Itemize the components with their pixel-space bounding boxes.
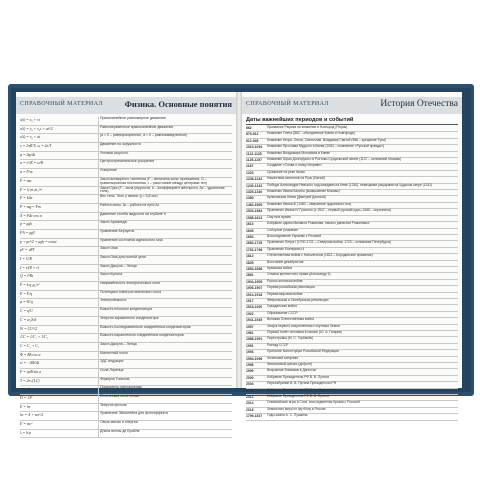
formula-text: Φ = BS·cos α — [20, 352, 41, 357]
column-divider — [98, 308, 99, 316]
event-date: 1922 — [246, 311, 254, 316]
event-date: 1957 — [246, 324, 254, 329]
column-divider — [98, 369, 99, 377]
column-divider — [98, 360, 99, 368]
column-divider — [98, 126, 99, 134]
event-text: Княжение Ивана III (1480 – свержение ордынского ига) — [267, 201, 352, 206]
event-date: 862 — [246, 126, 252, 130]
formula-text: λ = h/p — [20, 430, 31, 435]
column-divider — [98, 299, 99, 307]
event-date: 2004 — [246, 382, 254, 387]
event-date: 2008 — [246, 388, 254, 393]
event-date: 1649 — [246, 228, 254, 233]
term-text: Ускорение — [100, 168, 117, 173]
right-section-label: СПРАВОЧНЫЙ МАТЕРИАЛ — [246, 101, 329, 107]
event-text: Княжение Ярослава Мудрого в Киеве (1054 – появление «Русской правды») — [267, 144, 385, 149]
event-date: 1991 — [246, 343, 254, 348]
term-text: Равнопеременное прямолинейное движение — [100, 124, 174, 129]
event-date: 1187 — [246, 164, 254, 169]
term-text: Уравнение Бернулли — [100, 228, 135, 233]
event-text: Княжение Игоря. Ольга, Святослав, Владимир Святой (988 – крещение Руси) — [267, 137, 387, 142]
formula-text: E = mc² — [20, 422, 33, 427]
event-date: 2018 — [246, 407, 254, 412]
formula-text: p + ρv²/2 + ρgh = const — [20, 239, 57, 244]
event-date: 1125-1157 — [246, 158, 262, 163]
event-date: 1986-1991 — [246, 337, 263, 342]
event-text: Княжение Владимира Мономаха в Киеве — [267, 150, 330, 155]
event-text: Правление Екатерины II — [267, 246, 305, 251]
term-text: Потенциал электростатического поля — [100, 289, 162, 294]
left-page-title: Физика. Основные понятия — [124, 99, 232, 109]
term-text: Магнитный поток — [100, 350, 128, 355]
event-date: 1861 — [246, 273, 254, 278]
event-text: Великая Отечественная война — [267, 317, 314, 322]
event-date: 879-912 — [246, 132, 259, 137]
event-date: 1812 — [246, 254, 254, 259]
term-text: Закон Архимеда — [100, 220, 127, 225]
event-text: Отечественная война с Наполеоном (1812 – Бородинское сражение) — [267, 253, 373, 258]
column-divider — [98, 395, 99, 403]
event-date: 1961 — [246, 331, 254, 335]
term-text: Ёмкость последовательно соединённых конденсаторов — [100, 324, 191, 329]
column-divider — [98, 326, 99, 334]
event-text: Смутное время — [267, 214, 291, 219]
event-text: Отмена крепостного права (Александр II) — [267, 272, 331, 277]
term-text: Ёмкость параллельно соединённых конденсаторов — [100, 333, 184, 338]
event-text: Первая мировая война — [267, 291, 303, 296]
formula-text: F = ma — [20, 178, 32, 183]
formula-text: T = 2π√(LC) — [20, 378, 40, 383]
event-text: Княжение Олега (882 – объединение Киева и Новгорода) — [267, 131, 355, 136]
left-section-label: СПРАВОЧНЫЙ МАТЕРИАЛ — [20, 101, 103, 107]
event-date: 1994-1996 — [246, 356, 263, 361]
term-text: Закон Кулона — [100, 272, 123, 277]
column-divider — [98, 230, 99, 238]
column-divider — [98, 213, 99, 221]
formula-row — [20, 352, 232, 361]
event-text: Февральская и Октябрьская революции — [267, 297, 329, 302]
event-date: 1993 — [246, 350, 254, 355]
term-text: Центростремительное ускорение — [100, 159, 155, 164]
term-text: Прямолинейное равномерное движение — [100, 116, 166, 120]
column-divider — [98, 239, 99, 247]
formula-text: φ = W/q — [20, 300, 33, 305]
formula-row — [20, 360, 232, 369]
term-text: Длина волны де Бройля — [100, 428, 140, 433]
event-date: 1613 — [246, 222, 254, 227]
right-page — [242, 92, 462, 419]
event-date: 1918-1920 — [246, 305, 263, 310]
formula-text: p = ρgh — [20, 222, 32, 227]
event-date: 1905-1907 — [246, 286, 263, 291]
column-divider — [98, 421, 99, 429]
column-divider — [98, 386, 99, 394]
event-text: Гражданская война — [267, 304, 297, 309]
formula-text: F = G·m₁m₂/r² — [20, 187, 43, 192]
event-date: 1998 — [246, 363, 254, 368]
column-divider — [98, 430, 99, 438]
column-divider — [98, 247, 99, 255]
column-divider — [98, 334, 99, 342]
event-date: 1904-1905 — [246, 279, 263, 284]
right-page-header — [242, 97, 462, 114]
column-divider — [98, 160, 99, 168]
event-date: 2012 — [246, 395, 254, 400]
column-divider — [98, 265, 99, 273]
event-text: Избрание Президентом РФ Д. А. Медведева — [267, 387, 336, 392]
term-text: ЭДС индукции — [100, 359, 124, 364]
formula-text: I = ε/(R + r) — [20, 265, 40, 270]
term-text: Оптическая сила линзы — [100, 394, 139, 398]
term-text: Ёмкость плоского конденсатора — [100, 307, 153, 312]
formula-text: F = kΔx — [20, 196, 33, 201]
term-text: Закон Ома — [100, 246, 118, 251]
event-text: Княжение Ивана Калиты (возвышение Москвы) — [267, 189, 340, 194]
event-date: 1019-1054 — [246, 145, 263, 150]
event-text: Распад СССР — [267, 342, 289, 347]
column-divider — [98, 317, 99, 325]
column-divider — [98, 134, 99, 142]
term-text: Закон Джоуля – Ленца — [100, 341, 137, 346]
column-divider — [98, 404, 99, 412]
event-text: Победы Александра Невского над шведами на Неве (1240), немецкими рыцарями на Чудском озере (1242) — [267, 182, 433, 187]
column-divider — [98, 221, 99, 229]
event-date: 1762-1796 — [246, 247, 263, 252]
left-page — [16, 92, 236, 435]
term-text: Энергия фотона — [100, 402, 127, 407]
formula-text: A = FΔr·cos α — [20, 213, 42, 218]
event-date: 1917 — [246, 298, 254, 303]
event-text: Олимпийские игры в Сочи; воссоединение Крыма с Россией — [267, 400, 360, 405]
event-text: Куликовская битва (Дмитрий Донской) — [267, 195, 326, 200]
formula-text: a = v²/R = ω²R — [20, 161, 44, 166]
event-date: 1654 — [246, 234, 254, 239]
right-page-title: История Отечества — [380, 99, 458, 109]
term-text: Энергия заряженного конденсатора — [100, 315, 159, 320]
formula-text: E = hν — [20, 404, 31, 409]
formula-text: x(t) = x₀ + v₀t + at²/2 — [20, 126, 53, 131]
event-date: 912-945 — [246, 138, 259, 143]
column-divider — [98, 412, 99, 420]
event-date: 1236-1242 — [246, 177, 263, 182]
formula-text: C = εε₀S/d — [20, 317, 37, 322]
left-page-header — [16, 97, 236, 114]
column-divider — [98, 169, 99, 177]
event-date: 1853-1856 — [246, 266, 263, 271]
formula-text: E = F/q — [20, 291, 33, 296]
formula-text: φ = Δφ/Δt — [20, 152, 36, 157]
event-text: Финансовый кризис (дефолт) — [267, 362, 313, 367]
term-text: Связь массы и энергии — [100, 420, 138, 425]
formula-text: v = 2πR/T; ω = 2π/T — [20, 144, 52, 149]
formula-row — [20, 265, 232, 274]
event-text: Перестройка (М. С. Горбачёв) — [267, 336, 313, 341]
event-text: Чеченский конфликт — [267, 355, 299, 360]
event-text: Призвание Рюрика на княжение в Новгород (Рюрик) — [267, 125, 348, 129]
event-date: 2014 — [246, 401, 254, 406]
column-divider — [98, 195, 99, 203]
formula-text: εi = −ΔΦ/Δt — [20, 361, 40, 366]
formula-text: hν = A + mv²/2 — [20, 413, 44, 418]
event-text: Восстание декабристов — [267, 259, 304, 264]
formula-text: C = C₁ + C₂ — [20, 343, 40, 348]
event-text: Воссоединение Украины с Россией — [267, 233, 322, 238]
column-divider — [98, 117, 99, 125]
formula-text: F = k·q₁q₂/r² — [20, 283, 40, 288]
column-divider — [98, 282, 99, 290]
event-date: 1240-1242 — [246, 183, 263, 188]
event-date: 1941-1945 — [246, 318, 263, 323]
formula-row — [20, 430, 232, 439]
event-text: Чемпионат мира по футболу в России — [267, 406, 326, 411]
column-divider — [98, 152, 99, 160]
event-text: Запуск первого искусственного спутника Земли — [267, 323, 340, 328]
term-text: Сила Лоренца — [100, 367, 124, 372]
event-text: Годы жизни А. С. Пушкина — [267, 413, 308, 418]
column-divider — [98, 143, 99, 151]
event-text: Первый полёт человека в космос (Ю. А. Гагарин) — [267, 330, 343, 334]
event-text: Крымская война — [267, 265, 293, 270]
formula-text: C = q/U — [20, 309, 33, 314]
event-date: 1325-1340 — [246, 190, 263, 195]
column-divider — [98, 273, 99, 281]
event-text: Нашествие монголов на Русь (Батый) — [267, 176, 325, 181]
event-text: Избрание царем Михаила Романова, начало династии Романовых — [267, 221, 370, 226]
column-divider — [98, 378, 99, 386]
event-date: 1799-1837 — [246, 414, 263, 419]
event-text: Создание «Слова о полку Игореве» — [267, 163, 322, 168]
term-text: Уравнение Эйнштейна для фотоэффекта — [100, 411, 168, 416]
term-text: Уравнение состояния идеального газа — [100, 237, 163, 242]
event-date: 2000 — [246, 375, 254, 380]
term-text: Угловая скорость — [100, 150, 129, 155]
event-text: Первая российская революция — [267, 285, 315, 290]
event-date: 1223 — [246, 170, 254, 175]
event-row — [246, 414, 458, 420]
formula-row — [20, 239, 232, 248]
event-text: Правление Петра I (1700-1721 – Северная война; 1703 – основание Петербурга) — [267, 240, 391, 245]
event-text: Избрание Президентом РФ В. В. Путина — [267, 394, 329, 399]
formula-table — [20, 117, 232, 438]
formula-text: Q = I²Rt — [20, 274, 33, 279]
event-date: 1914-1918 — [246, 292, 263, 297]
formula-text: FА = ρgV — [20, 230, 36, 235]
column-divider — [98, 178, 99, 186]
event-text: Переизбрание В. В. Путина Президентом РФ — [267, 381, 337, 386]
formula-row — [20, 160, 232, 169]
event-date: 1113-1125 — [246, 151, 262, 156]
term-text: Закон Джоуля – Ленца — [100, 263, 137, 268]
event-text: Сражение на реке Калке — [267, 169, 305, 174]
event-date: 1825 — [246, 260, 254, 265]
column-divider — [98, 187, 99, 195]
formula-text: W = CU²/2 — [20, 326, 37, 331]
term-text: Вес тела. Тело у земли: g = 9,8 м/с² — [100, 194, 158, 199]
event-date: 1533-1584 — [246, 209, 263, 214]
event-date: 1462-1505 — [246, 202, 263, 207]
term-text: Давление столба жидкости на глубине h — [100, 211, 166, 216]
term-text: Движение по окружности — [100, 142, 141, 147]
events-subheading: Даты важнейших периодов и событий — [246, 117, 354, 123]
formula-text: 1/C = 1/C₁ + 1/C₂ — [20, 335, 49, 340]
formula-text: x(t) = x₀ + vt — [20, 118, 40, 122]
event-text: Русско-японская война — [267, 278, 303, 283]
column-divider — [98, 204, 99, 212]
event-text: Княжение Юрия Долгорукого в Ростово-Суздальской земле (1147 – основание Москвы) — [267, 157, 402, 162]
event-date: 1682-1725 — [246, 241, 263, 246]
formula-text: a = F/m — [20, 170, 33, 175]
column-divider — [98, 343, 99, 351]
term-text: Электроёмкость — [100, 298, 127, 303]
formula-text: D = 1/F — [20, 396, 33, 400]
formula-text: P = mg = Fт — [20, 204, 41, 209]
formula-text: v(t) = v₀ + at — [20, 135, 41, 140]
term-text: Закон всемирного тяготения (F – величина силы притяжения, G – гравитационная постоянная, r – расстояние между центрами тел) — [100, 176, 208, 185]
term-text: Показатель преломления — [100, 385, 142, 390]
event-date: 1598-1613 — [246, 215, 263, 220]
events-table — [246, 126, 458, 421]
event-date: 1380 — [246, 196, 254, 201]
event-text: Избрание Президентом РФ В. В. Путина — [267, 374, 329, 379]
term-text: Закон Гука (F – сила упругости, k – коэффициент жёсткости, Δx – удлинение тела) — [100, 185, 225, 194]
formula-text: n = c/v — [20, 387, 31, 392]
term-text: Закон Ома для полной цепи — [100, 255, 146, 259]
event-text: Правление Ивана IV Грозного (с 1547 – первый русский царь; 1565 – опричнина) — [267, 208, 391, 213]
formula-text: pV = νRT — [20, 248, 35, 253]
formula-text: I = U/R — [20, 257, 32, 261]
term-text: Формула Томсона — [100, 376, 130, 381]
event-text: Образование СССР — [267, 310, 298, 315]
term-text: (a > 0 – равноускоренное, a < 0 – равнозамедленное) — [100, 133, 188, 138]
column-divider — [98, 352, 99, 360]
formula-text: F = qvB·sin α — [20, 369, 42, 374]
event-text: Соборное уложение — [267, 227, 299, 232]
event-text: Принятие Конституции Российской Федерации — [267, 349, 339, 354]
column-divider — [98, 256, 99, 264]
event-date: 1999 — [246, 369, 254, 374]
term-text: Напряжённость электрического поля — [100, 281, 161, 286]
event-text: Вторжение боевиков в Дагестан — [267, 368, 317, 373]
term-text: Работа силы. Δr – работа на пути Δr — [100, 202, 159, 207]
column-divider — [98, 291, 99, 299]
